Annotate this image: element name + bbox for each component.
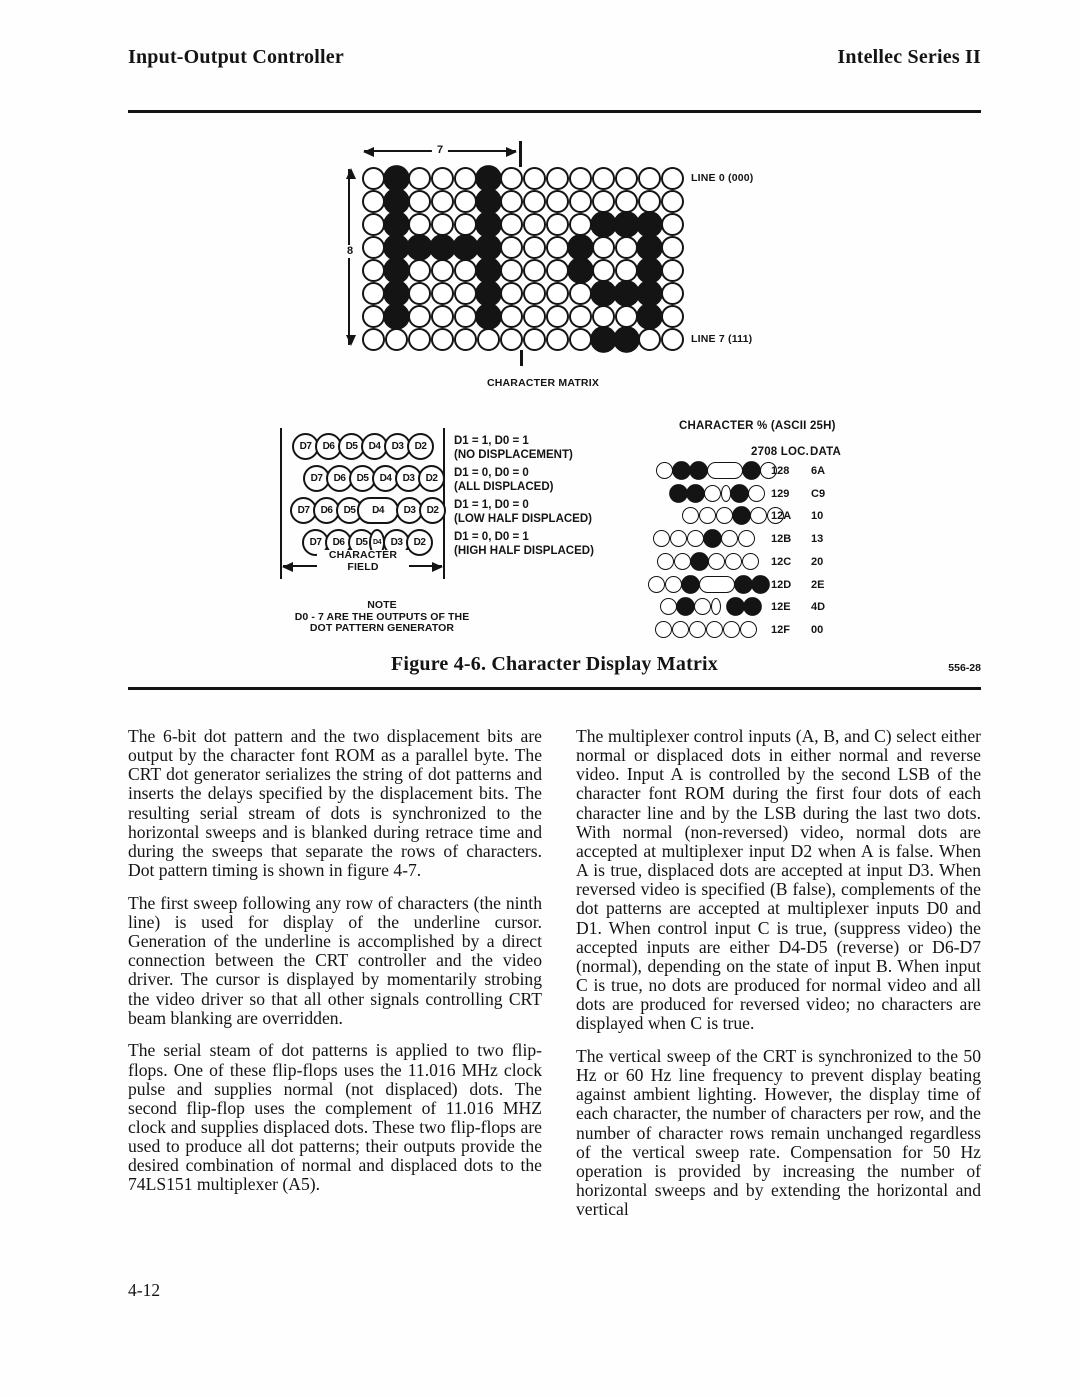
matrix-dot-off — [454, 259, 477, 282]
char-field-bit-d6: D6 — [315, 433, 342, 460]
matrix-dot-off — [454, 190, 477, 213]
matrix-dot-off — [569, 305, 592, 328]
header-right: Intellec Series II — [837, 46, 981, 68]
matrix-dot-off — [408, 167, 431, 190]
matrix-dot-off — [500, 259, 523, 282]
char-field-bit-d2: D2 — [406, 529, 433, 556]
rom-dot-off — [742, 553, 759, 570]
displacement-bits: D1 = 1, D0 = 1 — [454, 435, 529, 447]
char-field-bit-d5: D5 — [338, 433, 365, 460]
matrix-dot-off — [431, 305, 454, 328]
matrix-dot-on — [475, 303, 502, 330]
matrix-dot-off — [546, 328, 569, 351]
rom-dot-off — [656, 462, 673, 479]
width-dimension-label: 7 — [432, 144, 448, 157]
matrix-dot-off — [546, 236, 569, 259]
matrix-dot-off — [362, 167, 385, 190]
matrix-dot-off — [454, 328, 477, 351]
matrix-dot-off — [569, 328, 592, 351]
figure-bottom-rule — [128, 687, 981, 690]
matrix-dot-off — [454, 305, 477, 328]
displacement-bits: D1 = 0, D0 = 0 — [454, 467, 529, 479]
matrix-dot-off — [661, 213, 684, 236]
body-column-right — [576, 727, 981, 1233]
rom-dot-off — [748, 485, 765, 502]
displacement-desc: (ALL DISPLACED) — [454, 480, 554, 493]
matrix-dot-off — [661, 167, 684, 190]
displacement-label-3 — [454, 531, 594, 558]
matrix-dot-off — [362, 328, 385, 351]
rom-table-data-header: DATA — [810, 446, 842, 458]
field-boundary-tick-top — [519, 141, 522, 167]
char-field-bit-d4: D4 — [372, 465, 399, 492]
body-paragraph: The first sweep following any row of characters (the ninth line) is used for display of the underline cursor. Generation of the underline is accomplished by a direct connection between the CRT controller and the video driver. The cursor is displayed by momentarily strobing the video driver so that all other signals controlling CRT beam blanking are overridden. — [128, 892, 542, 1028]
matrix-dot-off — [385, 328, 408, 351]
matrix-dot-off — [431, 190, 454, 213]
matrix-dot-off — [523, 190, 546, 213]
rom-loc-value: 12E — [771, 601, 791, 614]
matrix-dot-off — [500, 190, 523, 213]
rom-dot-off — [670, 530, 687, 547]
matrix-dot-off — [408, 213, 431, 236]
matrix-dot-off — [431, 328, 454, 351]
char-field-bit-d2: D2 — [418, 465, 445, 492]
matrix-dot-off — [500, 282, 523, 305]
rom-dot-off — [699, 507, 716, 524]
rom-data-value: 6A — [811, 465, 826, 477]
displacement-bits: D1 = 1, D0 = 0 — [454, 499, 529, 511]
body-paragraph: The serial steam of dot patterns is applied to two flip-flops. One of these flip-flops uses the 11.016 MHz clock pulse and supplies normal (not displaced) dots. The second flip-flop uses the complement of 11.016 MHZ clock and supplies displaced dots. These two flip-flops are used to produce all dot patterns; their outputs provide the desired combination of normal and displaced dots to the 74LS151 multiplexer (A5). — [128, 1040, 542, 1195]
rom-dot-on — [730, 484, 749, 503]
header-left: Input-Output Controller — [128, 46, 344, 68]
matrix-dot-off — [500, 305, 523, 328]
char-field-left-bracket — [280, 428, 282, 579]
page-number: 4-12 — [128, 1280, 161, 1300]
rom-loc-value: 12A — [771, 510, 792, 523]
note-block — [286, 600, 478, 635]
displacement-bits: D1 = 0, D0 = 1 — [454, 531, 529, 543]
matrix-dot-off — [546, 282, 569, 305]
matrix-dot-off — [523, 305, 546, 328]
matrix-dot-off — [569, 282, 592, 305]
figure-doc-number: 556-28 — [948, 662, 981, 674]
rom-dot-wide — [707, 462, 743, 479]
matrix-dot-off — [431, 282, 454, 305]
body-paragraph: The multiplexer control inputs (A, B, and C) select either normal or displaced dots in either normal and reverse video. Input A is controlled by the second LSB of the character font ROM during the first four dots of each character line and by the LSB during the last two dots. With normal (non-reversed) video, normal dots are accepted at multiplexer input D2 when A is false. When A is true, displaced dots are accepted at input D3. When reversed video is specified (B false), complements of the dot patterns are accepted at multiplexer inputs D0 and D1. When control input C is true, (suppress video) the accepted inputs are either D4-D5 (reverse) or D6-D7 (normal), depending on the state of input B. When input C is true, no dots are produced for normal video and all dots are produced for reversed video; no characters are displayed when C is true. — [576, 726, 981, 1034]
char-field-bit-d4: D4 — [369, 529, 385, 556]
displacement-label-1 — [454, 467, 553, 494]
matrix-dot-off — [523, 259, 546, 282]
rom-dot-off — [716, 507, 733, 524]
rom-table-loc-header: 2708 LOC. — [751, 446, 810, 458]
matrix-dot-on — [567, 257, 594, 284]
matrix-dot-off — [546, 167, 569, 190]
char-field-bit-d3: D3 — [396, 497, 423, 524]
rom-dot-off — [750, 507, 767, 524]
matrix-dot-off — [592, 167, 615, 190]
rom-dot-off — [655, 621, 672, 638]
rom-dot-on — [689, 461, 708, 480]
rom-dot-off — [706, 621, 723, 638]
char-field-label — [317, 550, 409, 573]
top-rule — [128, 110, 981, 113]
matrix-dot-off — [431, 167, 454, 190]
height-dimension-label: 8 — [347, 245, 354, 257]
rom-dot-off — [674, 553, 691, 570]
matrix-dot-off — [523, 213, 546, 236]
rom-dot-on — [681, 575, 700, 594]
char-field-bit-d3: D3 — [384, 433, 411, 460]
char-field-bit-d5: D5 — [348, 529, 375, 556]
matrix-dot-off — [523, 167, 546, 190]
matrix-dot-off — [362, 259, 385, 282]
matrix-dot-off — [362, 213, 385, 236]
matrix-dot-off — [638, 328, 661, 351]
matrix-dot-off — [592, 305, 615, 328]
matrix-dot-off — [523, 328, 546, 351]
rom-table-title: CHARACTER % (ASCII 25H) — [679, 420, 836, 432]
rom-data-value: 4D — [811, 601, 826, 614]
matrix-dot-on — [383, 303, 410, 330]
char-field-bit-d7: D7 — [302, 529, 329, 556]
matrix-dot-off — [615, 190, 638, 213]
note-line: DOT PATTERN GENERATOR — [309, 622, 455, 634]
char-field-bit-d6: D6 — [326, 465, 353, 492]
figure-caption: Figure 4-6. Character Display Matrix — [391, 653, 718, 675]
matrix-dot-off — [523, 282, 546, 305]
matrix-dot-off — [362, 305, 385, 328]
note-title: NOTE — [367, 599, 397, 611]
note-line: D0 - 7 ARE THE OUTPUTS OF THE — [294, 610, 470, 623]
matrix-dot-off — [546, 190, 569, 213]
body-paragraph: The vertical sweep of the CRT is synchronized to the 50 Hz or 60 Hz line frequency to prevent display beating against ambient lighting. However, the display time of each character, the number of characters per row, and the number of character rows remain unchanged regardless of the vertical sweep rate. Compensation for 50 Hz operation is provided by increasing the number of horizontal sweeps and by extending the horizontal and vertical — [576, 1046, 981, 1220]
line0-label: LINE 0 (000) — [691, 172, 754, 184]
matrix-dot-off — [661, 236, 684, 259]
char-field-bit-d3: D3 — [395, 465, 422, 492]
matrix-dot-off — [546, 213, 569, 236]
displacement-label-2 — [454, 499, 592, 526]
matrix-dot-off — [638, 190, 661, 213]
rom-dot-off — [665, 576, 682, 593]
rom-dot-off — [694, 598, 711, 615]
matrix-dot-off — [408, 328, 431, 351]
rom-dot-off — [725, 553, 742, 570]
rom-dot-on — [742, 461, 761, 480]
rom-dot-off — [723, 621, 740, 638]
matrix-dot-off — [615, 259, 638, 282]
matrix-dot-off — [454, 167, 477, 190]
rom-loc-value: 12F — [771, 623, 790, 636]
rom-dot-on — [751, 575, 770, 594]
matrix-dot-off — [615, 305, 638, 328]
matrix-dot-off — [408, 190, 431, 213]
rom-dot-on — [732, 507, 751, 526]
char-field-bit-d6: D6 — [325, 529, 352, 556]
rom-dot-on — [669, 484, 688, 503]
char-field-bit-d6: D6 — [313, 497, 340, 524]
matrix-dot-on — [636, 303, 663, 330]
char-field-bit-d4: D4 — [357, 497, 399, 524]
char-field-bit-d4: D4 — [361, 433, 388, 460]
rom-dot-off — [653, 530, 670, 547]
rom-dot-on — [743, 597, 762, 616]
character-matrix-grid — [362, 167, 685, 352]
rom-dot-on — [703, 529, 722, 548]
matrix-dot-off — [661, 328, 684, 351]
displacement-desc: (HIGH HALF DISPLACED) — [454, 544, 594, 557]
char-field-label-line2: FIELD — [347, 560, 379, 573]
rom-dot-off — [682, 507, 699, 524]
char-field-bit-d7: D7 — [292, 433, 319, 460]
matrix-dot-off — [661, 259, 684, 282]
field-boundary-tick-bottom — [520, 350, 523, 366]
matrix-dot-off — [592, 259, 615, 282]
matrix-dot-off — [523, 236, 546, 259]
matrix-dot-off — [500, 236, 523, 259]
char-field-bit-d7: D7 — [303, 465, 330, 492]
rom-dot-off — [738, 530, 755, 547]
matrix-dot-off — [661, 305, 684, 328]
rom-loc-value: 128 — [771, 465, 790, 477]
rom-data-value: 10 — [811, 510, 824, 523]
rom-loc-value: 129 — [771, 487, 790, 500]
matrix-dot-off — [454, 282, 477, 305]
matrix-dot-off — [454, 213, 477, 236]
matrix-dot-off — [408, 282, 431, 305]
matrix-dot-off — [477, 328, 500, 351]
rom-dot-off — [672, 621, 689, 638]
matrix-dot-off — [569, 190, 592, 213]
height-dimension-arrow — [347, 169, 354, 345]
matrix-dot-off — [408, 259, 431, 282]
rom-dot-on — [676, 597, 695, 616]
rom-dot-on — [690, 552, 709, 571]
width-dimension-arrow — [364, 144, 516, 156]
displacement-desc: (NO DISPLACEMENT) — [454, 448, 573, 461]
rom-dot-off — [740, 621, 757, 638]
rom-loc-value: 12B — [771, 533, 792, 546]
matrix-dot-off — [362, 190, 385, 213]
matrix-dot-off — [592, 190, 615, 213]
matrix-dot-off — [546, 259, 569, 282]
rom-data-value: 00 — [811, 623, 824, 636]
matrix-dot-off — [569, 167, 592, 190]
rom-data-value: 2E — [811, 578, 825, 591]
rom-dot-off — [721, 530, 738, 547]
matrix-dot-off — [362, 282, 385, 305]
matrix-dot-off — [500, 328, 523, 351]
matrix-dot-off — [546, 305, 569, 328]
matrix-dot-off — [592, 236, 615, 259]
rom-loc-value: 12C — [771, 555, 792, 568]
rom-dot-off — [689, 621, 706, 638]
matrix-dot-off — [661, 190, 684, 213]
char-field-bit-d2: D2 — [419, 497, 446, 524]
displacement-label-0 — [454, 435, 573, 462]
rom-dot-on — [734, 575, 753, 594]
displacement-desc: (LOW HALF DISPLACED) — [454, 512, 592, 525]
rom-dot-off — [657, 553, 674, 570]
rom-dot-off — [708, 553, 725, 570]
matrix-dot-off — [615, 167, 638, 190]
body-paragraph: The 6-bit dot pattern and the two displacement bits are output by the character font ROM as a parallel byte. The CRT dot generator serializes the string of dot patterns and inserts the delays specified by the displacement bits. The resulting serial stream of dots is synchronized to the horizontal sweeps and is blanked during retrace time and during the sweeps that separate the rows of characters. Dot pattern timing is shown in figure 4-7. — [128, 726, 542, 881]
char-field-label-line1: CHARACTER — [328, 549, 398, 561]
rom-dot-off — [687, 530, 704, 547]
rom-dot-narrow — [711, 598, 721, 615]
matrix-dot-off — [569, 213, 592, 236]
matrix-dot-off — [362, 236, 385, 259]
matrix-dot-off — [500, 167, 523, 190]
matrix-dot-off — [500, 213, 523, 236]
rom-dot-on — [686, 484, 705, 503]
body-column-left — [128, 727, 542, 1208]
matrix-dot-off — [615, 236, 638, 259]
char-field-bit-d3: D3 — [383, 529, 410, 556]
rom-dot-on — [726, 597, 745, 616]
rom-dot-off — [660, 598, 677, 615]
matrix-dot-off — [661, 282, 684, 305]
line7-label: LINE 7 (111) — [691, 333, 753, 345]
rom-dot-off — [648, 576, 665, 593]
rom-data-value: C9 — [811, 487, 826, 500]
rom-loc-value: 12D — [771, 578, 792, 591]
matrix-dot-off — [431, 259, 454, 282]
char-field-bit-d7: D7 — [290, 497, 317, 524]
rom-dot-on — [672, 461, 691, 480]
char-field-bit-d2: D2 — [407, 433, 434, 460]
rom-dot-off — [704, 485, 721, 502]
matrix-caption: CHARACTER MATRIX — [486, 377, 600, 389]
rom-data-value: 20 — [811, 555, 824, 568]
char-field-bit-d5: D5 — [336, 497, 363, 524]
rom-dot-wide — [699, 576, 735, 593]
matrix-dot-on — [613, 326, 640, 353]
char-field-bit-d5: D5 — [349, 465, 376, 492]
matrix-dot-off — [638, 167, 661, 190]
matrix-dot-off — [431, 213, 454, 236]
rom-data-value: 13 — [811, 533, 824, 546]
matrix-dot-off — [408, 305, 431, 328]
